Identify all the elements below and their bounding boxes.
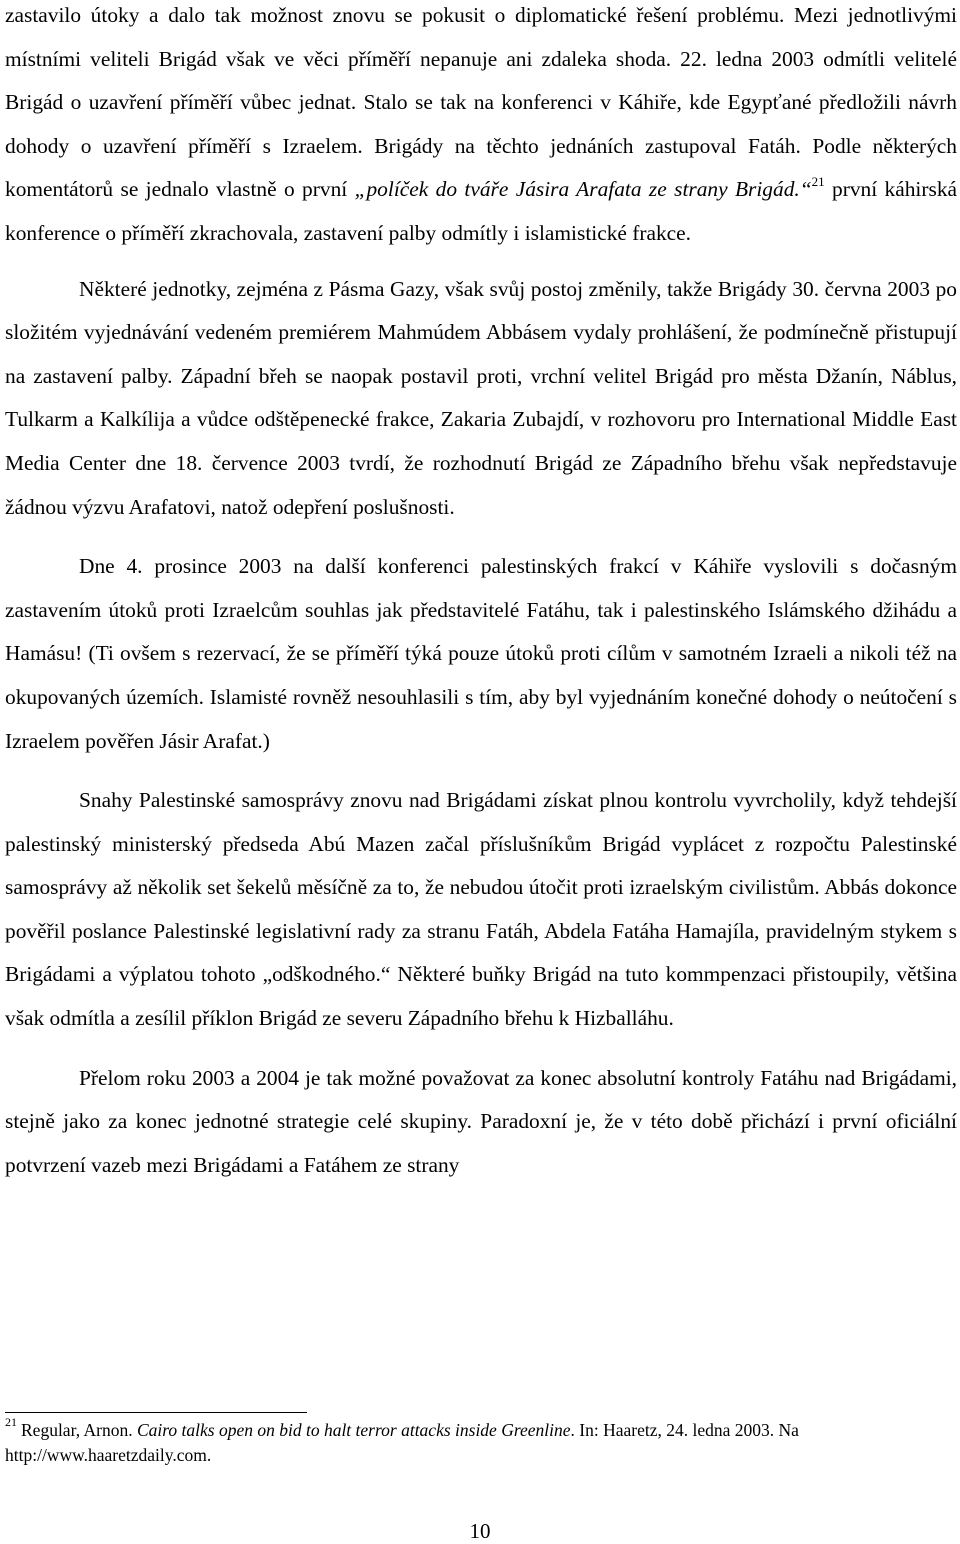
footnote-number: 21 <box>5 1415 17 1430</box>
paragraph-3 <box>5 545 957 763</box>
italic-quote: „políček do tváře Jásira Arafata ze strany Brigád.“ <box>354 177 812 202</box>
text-run: zastavilo útoky a dalo tak možnost znovu se pokusit o diplomatické řešení problému. Mezi jednotlivými místními veliteli Brigád však ve věci příměří nepanuje ani zdaleka shoda. 22. ledna 2003 odmítli velitelé Brigád o uzavření příměří vůbec jednat. Stalo se tak na konferenci v Káhiře, kde Egypťané předložili návrh dohody o uzavření příměří s Izraelem. Brigády na těchto jednáních zastupoval Fatáh. Podle některých komentátorů se jednalo vlastně o první <box>5 3 957 202</box>
paragraph-2 <box>5 268 957 530</box>
footnote-reference: 21 <box>811 174 825 190</box>
paragraph-1 <box>5 0 957 256</box>
footnote-author: Regular, Arnon. <box>21 1420 137 1440</box>
paragraph-5 <box>5 1057 957 1188</box>
text-run: Některé jednotky, zejména z Pásma Gazy, však svůj postoj změnily, takže Brigády 30. června 2003 po složitém vyjednávání vedeném premiérem Mahmúdem Abbásem vydaly prohlášení, že podmínečně přistupují na zastavení palby. Západní břeh se naopak postavil proti, vrchní velitel Brigád pro města Džanín, Náblus, Tulkarm a Kalkílija a vůdce odštěpenecké frakce, Zakaria Zubajdí, v rozhovoru pro International Middle East Media Center dne 18. července 2003 tvrdí, že rozhodnutí Brigád ze Západního břehu však nepředstavuje žádnou výzvu Arafatovi, natož odepření poslušnosti. <box>5 276 957 519</box>
footnote-rest: . In: Haaretz, 24. ledna 2003. Na http://www.haaretzdaily.com. <box>5 1420 799 1465</box>
page-number: 10 <box>469 1519 491 1543</box>
document-body <box>5 0 957 1187</box>
paragraph-4 <box>5 779 957 1041</box>
text-run: Dne 4. prosince 2003 na další konferenci palestinských frakcí v Káhiře vyslovili s dočasným zastavením útoků proti Izraelcům souhlas jak představitelé Fatáhu, tak i palestinského Islámského džihádu a Hamásu! (Ti ovšem s rezervací, že se příměří týká pouze útoků proti cílům v samotném Izraeli a nikoli též na okupovaných územích. Islamisté rovněž nesouhlasili s tím, aby byl vyjednáním konečné dohody o neútočení s Izraelem pověřen Jásir Arafat.) <box>5 554 957 753</box>
footnote-title: Cairo talks open on bid to halt terror attacks inside Greenline <box>136 1420 571 1440</box>
text-run: první káhirská konference o příměří zkrachovala, zastavení palby odmítly i islamistické frakce. <box>5 177 958 245</box>
text-run: Snahy Palestinské samosprávy znovu nad Brigádami získat plnou kontrolu vyvrcholily, když tehdejší palestinský ministerský předseda Abú Mazen začal příslušníkům Brigád vyplácet z rozpočtu Palestinské samosprávy až několik set šekelů měsíčně za to, že nebudou útočit proti izraelským civilistům. Abbás dokonce pověřil poslance Palestinské legislativní rady za stranu Fatáh, Abdela Fatáha Hamajíla, pravidelným stykem s Brigádami a výplatou tohoto „odškodného.“ Některé buňky Brigád na tuto kommpenzaci přistoupily, většina však odmítla a zesílil příklon Brigád ze severu Západního břehu k Hizballáhu. <box>5 788 957 1031</box>
footnote-separator <box>5 1412 307 1413</box>
footnote-21 <box>5 1415 955 1468</box>
text-run: Přelom roku 2003 a 2004 je tak možné považovat za konec absolutní kontroly Fatáhu nad Brigádami, stejně jako za konec jednotné strategie celé skupiny. Paradoxní je, že v této době přichází i první oficiální potvrzení vazeb mezi Brigádami a Fatáhem ze strany <box>5 1065 957 1177</box>
